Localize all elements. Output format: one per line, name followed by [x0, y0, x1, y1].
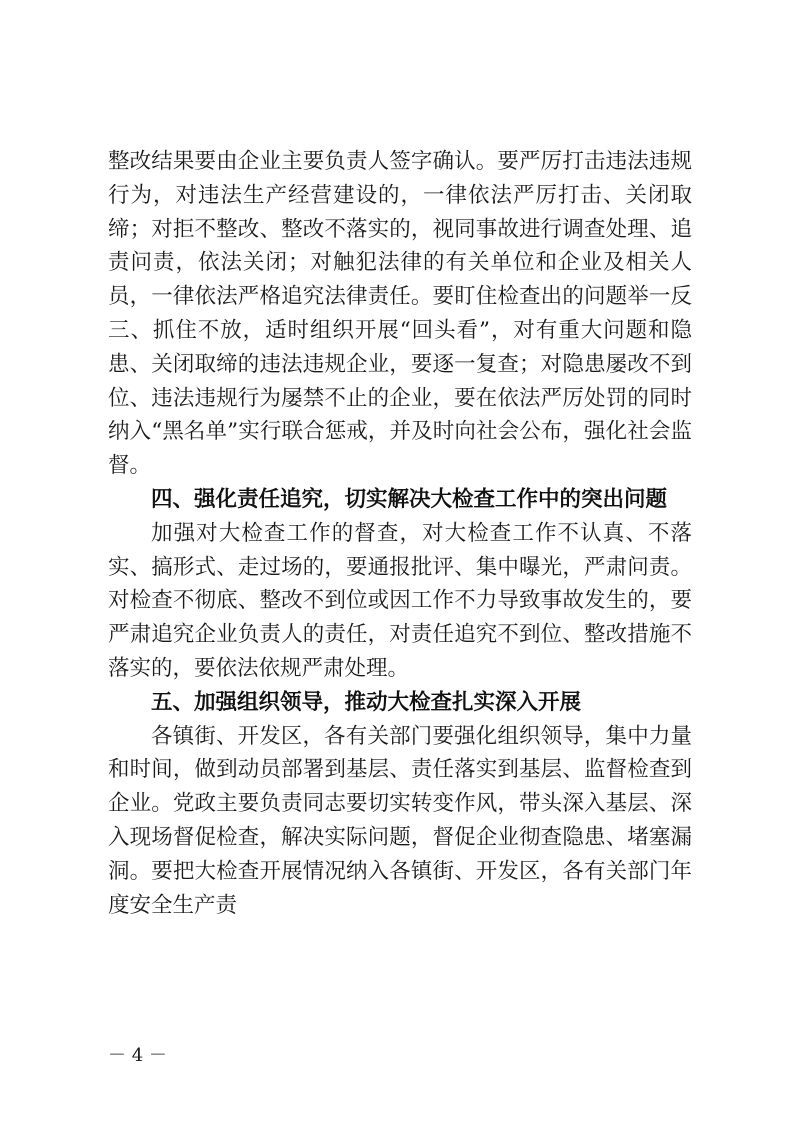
paragraph-leadership: 各镇街、开发区，各有关部门要强化组织领导，集中力量和时间，做到动员部署到基层、责任落实到基层、监督检查到企业。党政主要负责同志要切实转变作风，带头深入基层、深入现场督促检查，解决实际问题，督促企业彻查隐患、堵塞漏洞。要把大检查开展情况纳入各镇街、开发区，各有关部门年度安全生产责: [108, 723, 692, 918]
paragraph-continuation: 整改结果要由企业主要负责人签字确认。要严厉打击违法违规行为，对违法生产经营建设的，一律依法严厉打击、关闭取缔；对拒不整改、整改不落实的，视同事故进行调查处理、追责问责，依法关闭；对触犯法律的有关单位和企业及相关人员，一律依法严格追究法律责任。要盯住检查出的问题举一反三、抓住不放，适时组织开展“回头看”，对有重大问题和隐患、关闭取缔的违法违规企业，要逐一复查；对隐患屡改不到位、违法违规行为屡禁不止的企业，要在依法严厉处罚的同时纳入“黑名单”实行联合惩戒，并及时向社会公布，强化社会监督。: [108, 149, 692, 479]
document-body: [108, 145, 692, 922]
page-number: － 4 －: [108, 1045, 167, 1066]
section-heading-4: 四、强化责任追究，切实解决大检查工作中的突出问题: [151, 486, 668, 512]
section-heading-5: 五、加强组织领导，推动大检查扎实深入开展: [151, 689, 582, 715]
paragraph-accountability: 加强对大检查工作的督查，对大检查工作不认真、不落实、搞形式、走过场的，要通报批评、集中曝光，严肃问责。对检查不彻底、整改不到位或因工作不力导致事故发生的，要严肃追究企业负责人的责任，对责任追究不到位、整改措施不落实的，要依法依规严肃处理。: [108, 520, 692, 681]
